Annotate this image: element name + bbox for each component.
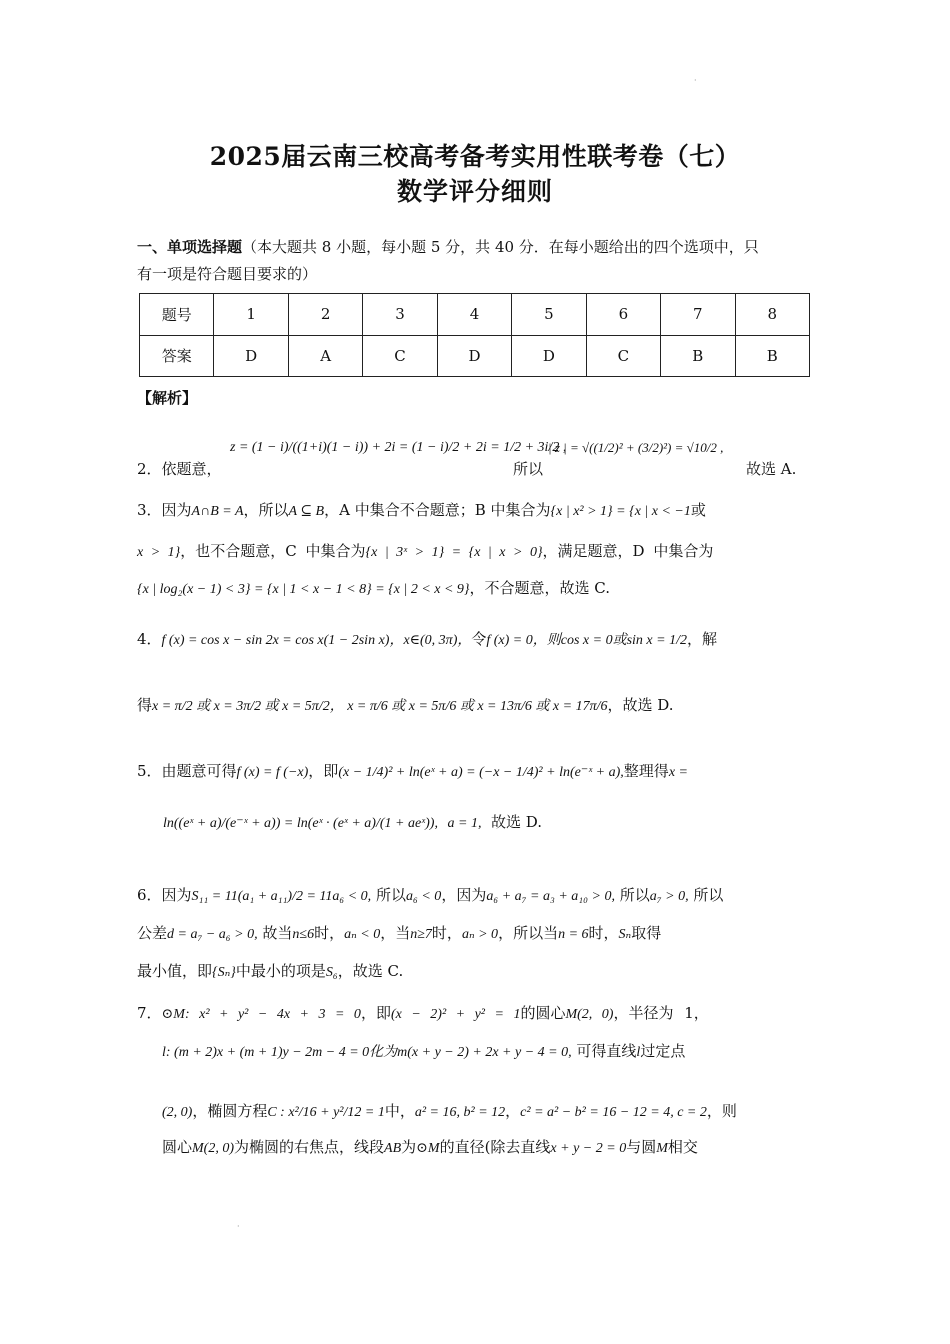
answer-table	[139, 293, 810, 377]
table-cell: D	[512, 335, 586, 377]
q6-text: ，所以当	[498, 924, 559, 942]
q3-text: ，所以	[243, 501, 289, 519]
q5-math: x =	[668, 765, 688, 780]
table-cell: 1	[214, 294, 288, 336]
table-cell: B	[661, 335, 735, 377]
q7-text: ，椭圆方程	[192, 1102, 268, 1120]
table-cell: 8	[735, 294, 810, 336]
q6-text: 公差	[137, 924, 168, 942]
q7-math: ⊙M	[416, 1141, 440, 1156]
q6-text: ，故选 C.	[337, 962, 404, 980]
q3-line1	[137, 499, 706, 520]
q6-math: a₆ + a₇ = a₃ + a₁₀ > 0,	[486, 889, 615, 904]
q7-math: M(2, 0)	[565, 1007, 614, 1022]
q6-math: n≥7	[410, 927, 432, 942]
q7-math: l: (m + 2)x + (m + 1)y − 2m − 4 = 0化为m(x + y − 2) + 2x + y − 4 = 0,	[162, 1045, 572, 1060]
q6-math: aₙ < 0	[344, 927, 381, 942]
q5-text: ，即	[308, 762, 339, 780]
table-cell: C	[363, 335, 437, 377]
table-cell: B	[735, 335, 810, 377]
q4-text: 令	[471, 630, 487, 648]
q7-text: 为	[401, 1138, 417, 1156]
q7-math: (2, 0)	[162, 1105, 193, 1120]
q2-choice: 故选 A.	[746, 460, 797, 478]
table-header-cell: 答案	[140, 335, 214, 377]
q6-math: aₙ > 0	[461, 927, 499, 942]
q6-text: 最小值，即	[137, 962, 213, 980]
q7-math: l	[636, 1045, 641, 1060]
q2-expr-z: z = (1 − i)/((1+i)(1 − i)) + 2i = (1 − i)/2 + 2i = 1/2 + 3i/2 ,	[230, 440, 567, 455]
q6-text: 所以	[693, 886, 724, 904]
q4-math: f (x) = 0，则cos x = 0或sin x = 1/2	[486, 633, 687, 648]
q7-line2	[162, 1040, 685, 1061]
q4-text: 得	[137, 696, 153, 714]
speck: ·	[237, 1222, 240, 1231]
table-cell: C	[586, 335, 660, 377]
q6-text: 时，	[431, 924, 462, 942]
q7-text: 圆心	[162, 1138, 193, 1156]
q4-line1	[137, 628, 717, 649]
q7-math: C : x²/16 + y²/12 = 1	[267, 1105, 385, 1120]
answer-table-row-numbers	[140, 294, 810, 336]
q2-expr-modulus: | z | = √((1/2)² + (3/2)²) = √10/2 ,	[548, 440, 724, 455]
document-title: 2025届云南三校高考备考实用性联考卷（七）	[209, 142, 741, 171]
q4-text: ，解	[686, 630, 717, 648]
q3-math: A∩B = A	[191, 504, 244, 519]
q6-text: 所以	[619, 886, 650, 904]
table-cell: 2	[288, 294, 362, 336]
q6-text: 时，	[588, 924, 619, 942]
q6-text: 故当	[262, 924, 293, 942]
q7-text: 过定点	[640, 1042, 686, 1060]
q4-math: x = π/2 或 x = 3π/2 或 x = 5π/2， x = π/6 或 x = 5π/6 或 x = 13π/6 或 x = 17π/6	[152, 699, 608, 714]
q2-number: 2．依题意，	[137, 460, 222, 478]
q6-text: 所以	[375, 886, 406, 904]
q3-text: ，不合题意，故选 C.	[469, 579, 611, 597]
table-cell: 4	[437, 294, 511, 336]
q7-text: 相交	[667, 1138, 698, 1156]
q7-text: 的圆心	[520, 1004, 566, 1022]
q6-line1	[137, 884, 723, 905]
section-1-heading: 一、单项选择题	[137, 238, 243, 256]
q3-text: 或	[690, 501, 706, 519]
q7-math: ⊙M: x² + y² − 4x + 3 = 0	[161, 1007, 361, 1022]
q7-text: ，即	[360, 1004, 391, 1022]
q3-text: ，A 中集合不合题意；B 中集合为	[324, 501, 551, 519]
q6-text: 中最小的项是	[235, 962, 326, 980]
q7-text: ，半径为 1，	[613, 1004, 709, 1022]
q7-math: x + y − 2 = 0	[550, 1141, 627, 1156]
q7-text: 中，	[384, 1102, 415, 1120]
q6-math: Sₙ	[618, 927, 632, 942]
q5-math: a = 1,	[447, 816, 482, 831]
table-cell: 3	[363, 294, 437, 336]
q3-math: {x | log₂(x − 1) < 3} = {x | 1 < x − 1 < 8} = {x | 2 < x < 9}	[137, 582, 470, 597]
q5-math: f (x) = f (−x)	[236, 765, 309, 780]
q7-math: M(2, 0)	[192, 1141, 235, 1156]
q6-math: S₁₁ = 11(a₁ + a₁₁)/2 = 11a₆ < 0,	[191, 889, 372, 904]
q3-line3	[137, 577, 610, 598]
q6-text: 时，	[314, 924, 345, 942]
q3-math: x > 1}	[137, 545, 181, 560]
q5-text: 5．由题意可得	[137, 762, 237, 780]
q7-text: 的直径(除去直线	[439, 1138, 551, 1156]
q5-math: (x − 1/4)² + ln(eˣ + a) = (−x − 1/4)² + ln(e⁻ˣ + a),	[338, 765, 624, 780]
q3-math: A ⊆ B	[288, 504, 325, 519]
q3-line2	[137, 540, 713, 561]
q3-text: ，也不合题意，C 中集合为	[180, 542, 366, 560]
table-cell: D	[214, 335, 288, 377]
q6-text: 6．因为	[137, 886, 192, 904]
q7-text: 与圆	[626, 1138, 657, 1156]
q7-math: a² = 16, b² = 12	[414, 1105, 506, 1120]
q7-math: c² = a² − b² = 16 − 12 = 4, c = 2	[520, 1105, 707, 1120]
q6-line2	[137, 922, 661, 943]
table-cell: 5	[512, 294, 586, 336]
q7-math: (x − 2)² + y² = 1	[390, 1007, 521, 1022]
q4-line2	[137, 694, 674, 715]
q7-line1	[137, 1002, 709, 1023]
q7-text: 可得直线	[576, 1042, 637, 1060]
q7-math: M	[656, 1141, 668, 1156]
q7-text: ，则	[706, 1102, 737, 1120]
q7-line4	[162, 1136, 698, 1157]
q5-line1	[137, 760, 688, 781]
q4-text: ，故选 D.	[607, 696, 674, 714]
q3-text: ，满足题意，D 中集合为	[542, 542, 714, 560]
table-header-cell: 题号	[140, 294, 214, 336]
q4-text: 4．	[137, 630, 162, 648]
q3-text: 3．因为	[137, 501, 192, 519]
speck: ·	[694, 76, 697, 85]
table-cell: D	[437, 335, 511, 377]
q6-text: 取得	[631, 924, 662, 942]
q6-math: S₆	[325, 965, 338, 980]
q4-math: f (x) = cos x − sin 2x = cos x(1 − 2sin x)，x∈(0, 3π)，	[161, 633, 472, 648]
q7-text: 7．	[137, 1004, 162, 1022]
table-cell: 7	[661, 294, 735, 336]
q5-text: 整理得	[623, 762, 669, 780]
table-cell: A	[288, 335, 362, 377]
analysis-label: 【解析】	[137, 389, 198, 407]
q6-line3	[137, 960, 403, 981]
section-1-intro	[137, 234, 817, 288]
q6-math: {Sₙ}	[212, 965, 236, 980]
q3-math: {x | x² > 1} = {x | x < −1	[550, 504, 691, 519]
q5-math: ln((eˣ + a)/(e⁻ˣ + a)) = ln(eˣ · (eˣ + a)/(1 + aeˣ)),	[163, 816, 438, 831]
q6-math: d = a₇ − a₆ > 0,	[167, 927, 258, 942]
q6-math: n≤6	[292, 927, 315, 942]
q6-math: a₆ < 0	[405, 889, 442, 904]
q7-line3	[162, 1100, 737, 1121]
q6-math: n = 6	[558, 927, 589, 942]
document-subtitle: 数学评分细则	[396, 177, 553, 206]
q6-text: ，因为	[441, 886, 487, 904]
q7-math: AB	[384, 1141, 402, 1156]
section-1-desc-line2: 有一项是符合题目要求的）	[137, 265, 318, 283]
q5-line2	[163, 811, 542, 832]
q5-text: 故选 D.	[491, 813, 543, 831]
q6-math: a₇ > 0,	[649, 889, 689, 904]
section-1-desc-line1: （本大题共 8 小题，每小题 5 分，共 40 分．在每小题给出的四个选项中，只	[242, 238, 759, 256]
table-cell: 6	[586, 294, 660, 336]
q3-math: {x | 3ˣ > 1} = {x | x > 0}	[365, 545, 543, 560]
q6-text: ，当	[380, 924, 411, 942]
answer-table-row-answers	[140, 335, 810, 377]
q2-so: 所以	[513, 460, 544, 478]
q7-text: ，	[505, 1102, 521, 1120]
q7-text: 为椭圆的右焦点，线段	[234, 1138, 385, 1156]
